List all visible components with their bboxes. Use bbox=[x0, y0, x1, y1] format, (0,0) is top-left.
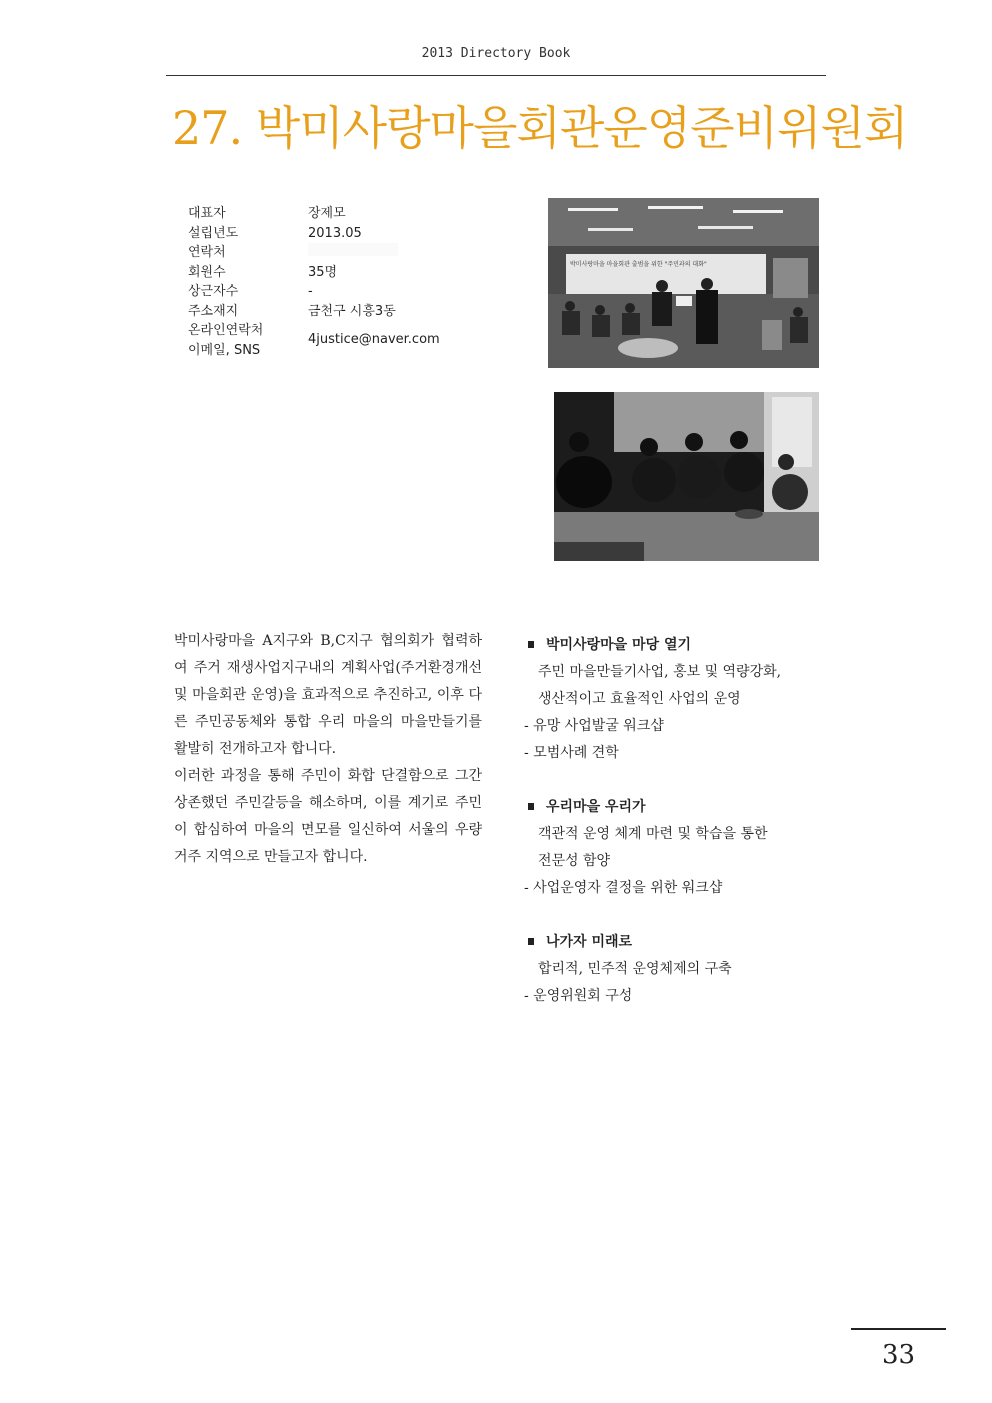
meeting-photo bbox=[548, 198, 819, 368]
info-row-address bbox=[188, 302, 488, 322]
description-paragraph: 이러한 과정을 통해 주민이 화합 단결함으로 그간 상존했던 주민갈등을 해소하며, 이를 계기로 주민이 합심하여 마을의 면모를 일신하여 서울의 우량 거주 지역으로 만들고자 합니다. bbox=[174, 768, 482, 865]
section-line: 생산적이고 효율적인 사업의 운영 bbox=[538, 691, 741, 707]
info-label: 회원수 bbox=[188, 264, 226, 280]
page-title: 27. 박미사랑마을회관운영준비위원회 bbox=[172, 101, 908, 155]
info-label: 온라인연락처 이메일, SNS bbox=[188, 323, 264, 358]
program-column bbox=[524, 632, 854, 1037]
description-column bbox=[174, 628, 482, 871]
gathering-photo bbox=[554, 392, 819, 561]
info-value: 35명 bbox=[308, 264, 338, 280]
info-row-contact bbox=[188, 243, 488, 263]
info-row-representative bbox=[188, 204, 488, 224]
info-row-members bbox=[188, 263, 488, 283]
square-bullet-icon bbox=[528, 938, 534, 945]
program-section bbox=[524, 929, 854, 1010]
banner-text: 박미사랑마을 마을회관 출범을 위한 "주민과의 대화" bbox=[570, 261, 707, 268]
page-number: 33 bbox=[881, 1340, 916, 1370]
section-dash-item: - 운영위원회 구성 bbox=[524, 988, 633, 1004]
info-value: 2013.05 bbox=[308, 225, 362, 241]
meeting-photo-illustration bbox=[548, 198, 819, 368]
section-line: 객관적 운영 체계 마련 및 학습을 통한 bbox=[538, 826, 768, 842]
info-label: 상근자수 bbox=[188, 284, 239, 299]
section-heading bbox=[524, 929, 854, 956]
header-divider bbox=[166, 75, 826, 76]
info-label: 주소재지 bbox=[188, 303, 239, 319]
section-heading-text: 우리마을 우리가 bbox=[546, 799, 646, 815]
section-heading bbox=[524, 632, 854, 659]
section-line: 합리적, 민주적 운영체제의 구축 bbox=[538, 961, 732, 977]
info-value bbox=[308, 243, 488, 263]
section-heading-text: 박미사랑마을 마당 열기 bbox=[546, 637, 691, 653]
description-paragraph: 박미사랑마을 A지구와 B,C지구 협의회가 협력하여 주거 재생사업지구내의 계획사업(주거환경개선 및 마을회관 운영)을 효과적으로 추진하고, 이후 다른 주민공동체와 통합 우리 마을의 마을만들기를 활발히 전개하고자 합니다. bbox=[174, 633, 482, 757]
section-heading bbox=[524, 794, 854, 821]
info-row-staff bbox=[188, 282, 488, 302]
info-label: 연락처 bbox=[188, 245, 226, 260]
section-line: 전문성 함양 bbox=[538, 853, 611, 869]
email-link[interactable]: 4justice@naver.com bbox=[308, 332, 440, 347]
section-heading-text: 나가자 미래로 bbox=[546, 934, 633, 950]
section-line: 주민 마을만들기사업, 홍보 및 역량강화, bbox=[538, 664, 782, 680]
section-dash-item: - 사업운영자 결정을 위한 워크샵 bbox=[524, 880, 723, 896]
info-value: 장제모 bbox=[308, 206, 346, 221]
section-dash-item: - 유망 사업발굴 워크샵 bbox=[524, 718, 664, 734]
square-bullet-icon bbox=[528, 641, 534, 648]
info-table bbox=[188, 204, 488, 360]
running-header: 2013 Directory Book bbox=[421, 46, 571, 61]
info-row-online bbox=[188, 321, 488, 360]
footer-divider bbox=[851, 1328, 946, 1330]
redacted-value bbox=[308, 243, 398, 256]
info-value: - bbox=[308, 284, 313, 299]
program-section bbox=[524, 794, 854, 902]
info-label: 설립년도 bbox=[188, 225, 239, 241]
square-bullet-icon bbox=[528, 803, 534, 810]
program-section bbox=[524, 632, 854, 767]
info-row-founded bbox=[188, 224, 488, 244]
section-dash-item: - 모범사례 견학 bbox=[524, 745, 619, 761]
gathering-photo-illustration bbox=[554, 392, 819, 561]
info-label: 대표자 bbox=[188, 206, 226, 221]
info-value: 금천구 시흥3동 bbox=[308, 303, 396, 319]
